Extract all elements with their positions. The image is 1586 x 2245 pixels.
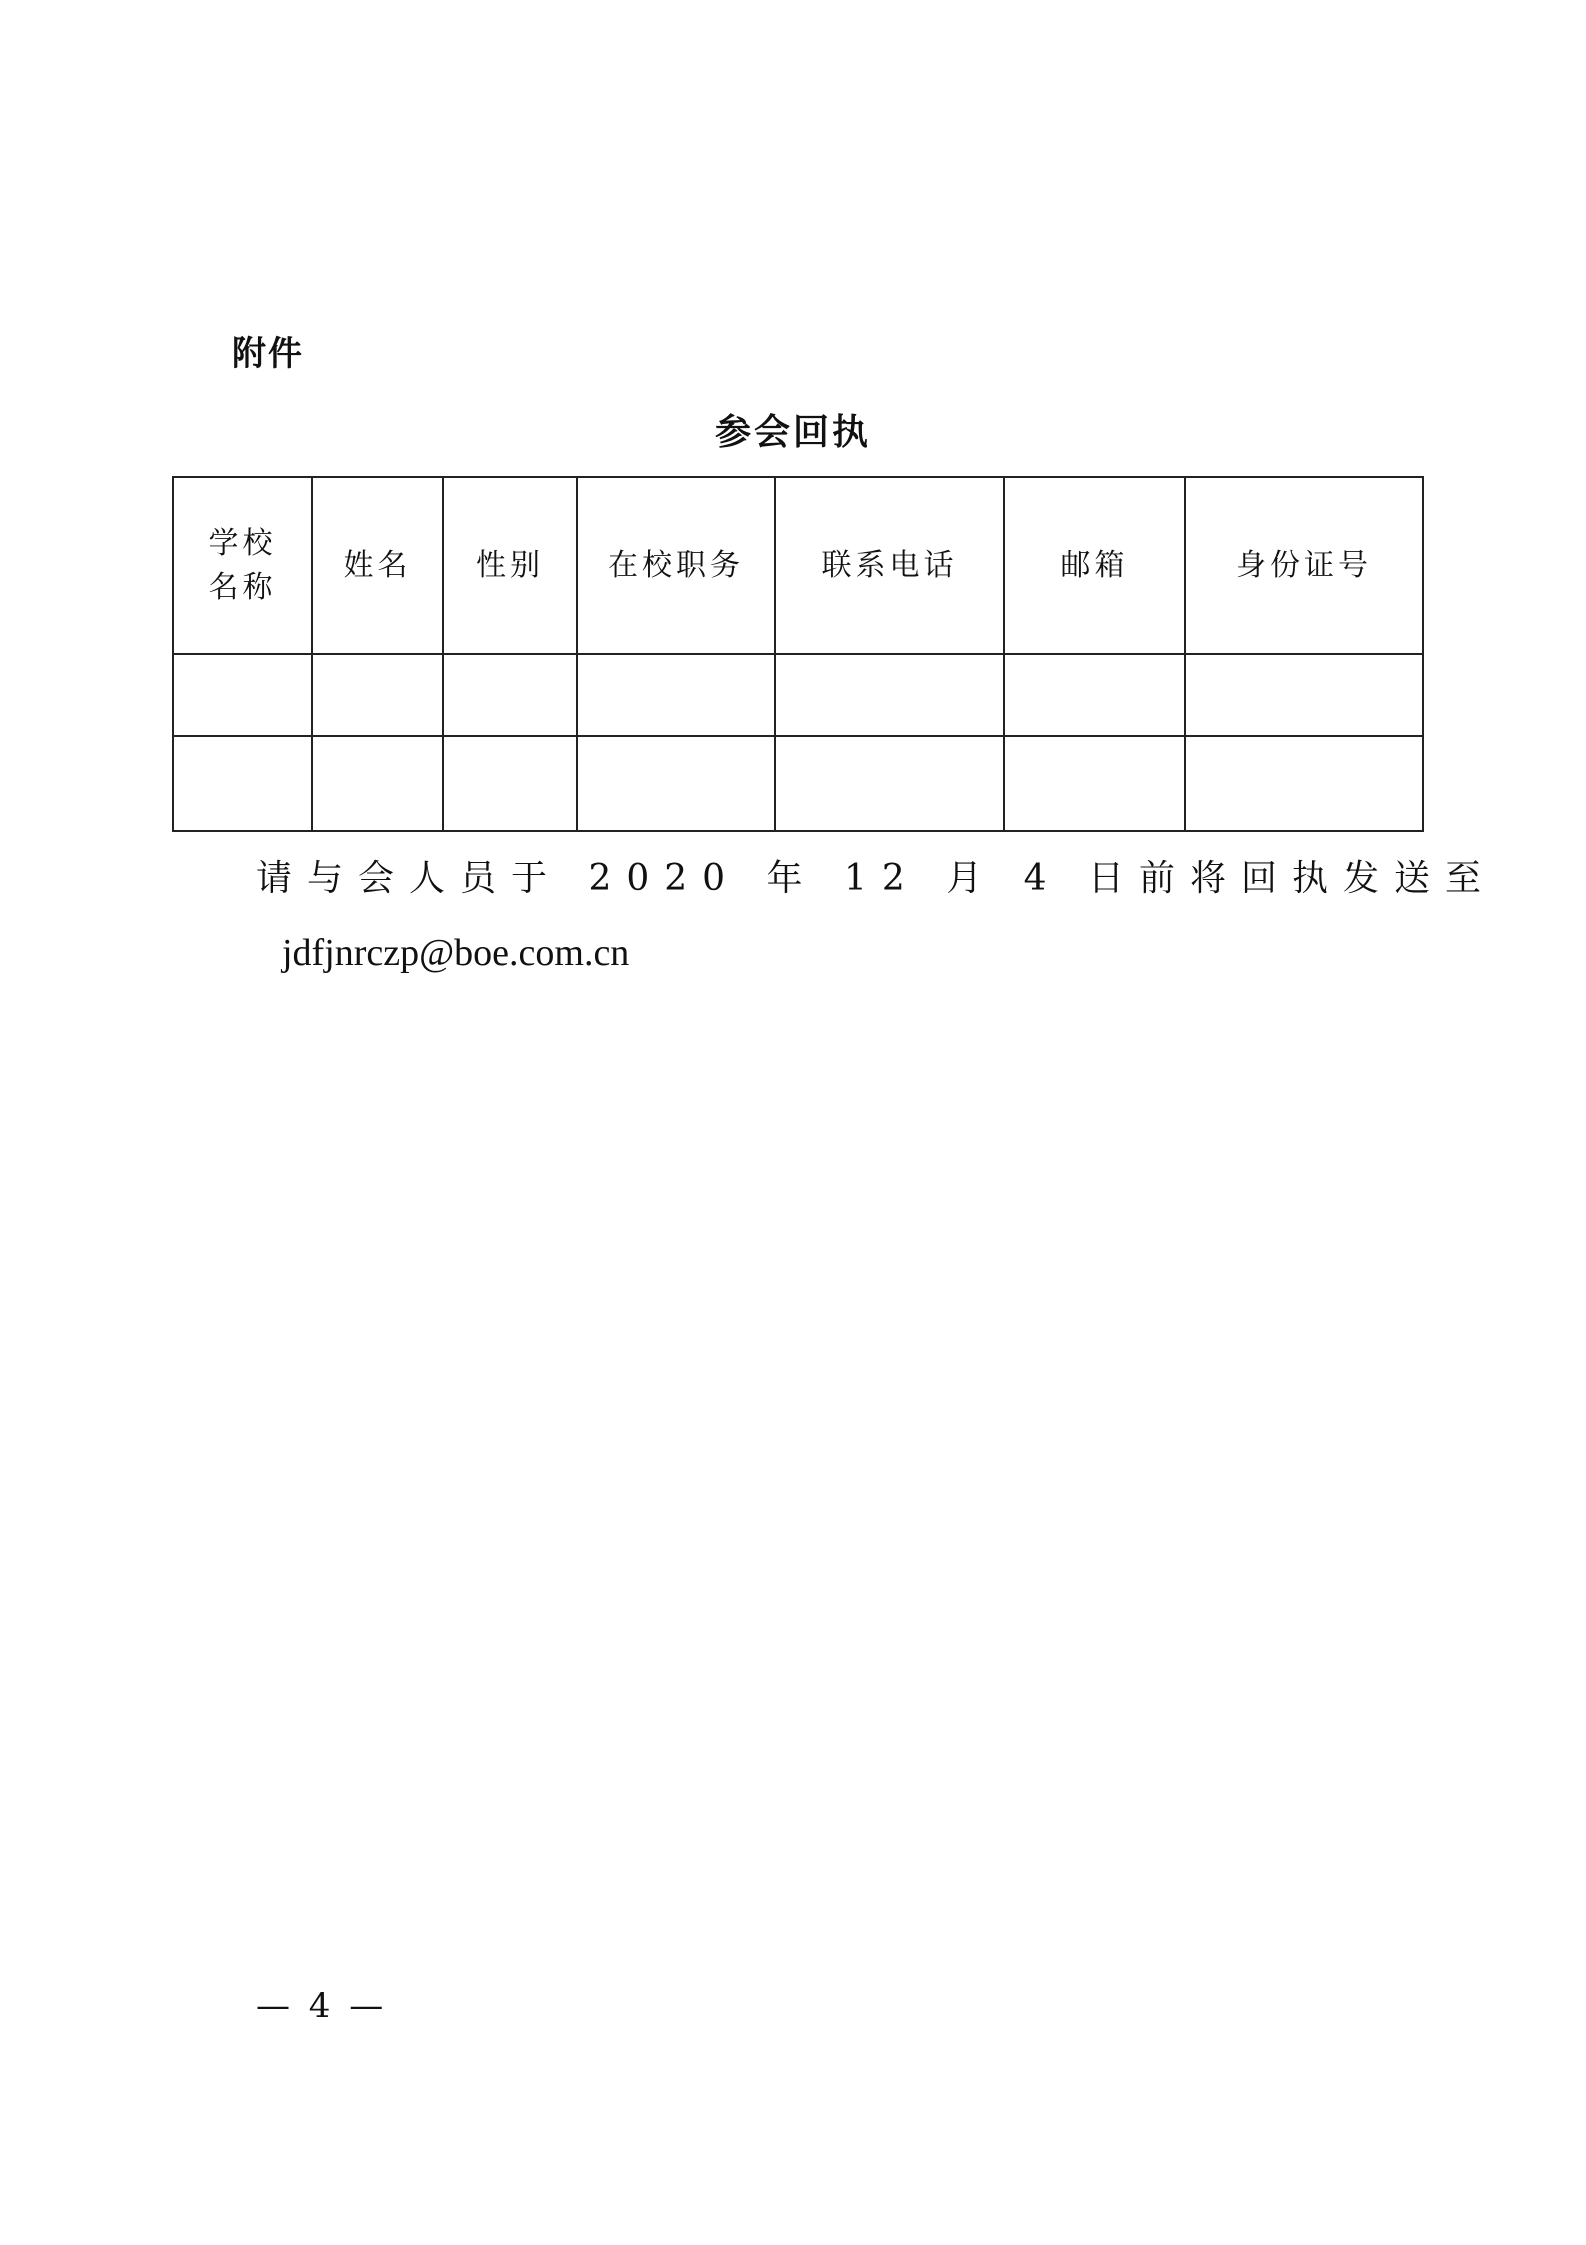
table-cell[interactable] <box>443 736 577 831</box>
form-title: 参会回执 <box>714 412 871 453</box>
note-text: 请与会人员于 2020 年 12 月 4 日前将回执发送至 <box>256 858 1496 899</box>
header-school-name: 学校 名称 <box>173 477 312 654</box>
table-cell[interactable] <box>443 654 577 736</box>
table-cell[interactable] <box>1004 736 1185 831</box>
header-id-number: 身份证号 <box>1185 477 1423 654</box>
table-cell[interactable] <box>173 736 312 831</box>
table-cell[interactable] <box>775 736 1004 831</box>
table-cell[interactable] <box>1185 654 1423 736</box>
table-cell[interactable] <box>312 736 443 831</box>
header-phone: 联系电话 <box>775 477 1004 654</box>
table-cell[interactable] <box>312 654 443 736</box>
attachment-label: 附件 <box>232 334 304 374</box>
table-cell[interactable] <box>173 654 312 736</box>
table-cell[interactable] <box>577 736 775 831</box>
table-row <box>173 736 1423 831</box>
table-cell[interactable] <box>577 654 775 736</box>
table-cell[interactable] <box>1185 736 1423 831</box>
header-email: 邮箱 <box>1004 477 1185 654</box>
header-name: 姓名 <box>312 477 443 654</box>
header-position: 在校职务 <box>577 477 775 654</box>
table-cell[interactable] <box>775 654 1004 736</box>
table-cell[interactable] <box>1004 654 1185 736</box>
page-number: — 4 — <box>256 1986 388 2026</box>
table-row <box>173 654 1423 736</box>
header-gender: 性别 <box>443 477 577 654</box>
reply-form-table <box>172 476 1424 832</box>
table-header-row <box>173 477 1423 654</box>
submission-note <box>230 842 1496 990</box>
note-line <box>230 842 1496 916</box>
note-email: jdfjnrczp@boe.com.cn <box>282 932 630 974</box>
